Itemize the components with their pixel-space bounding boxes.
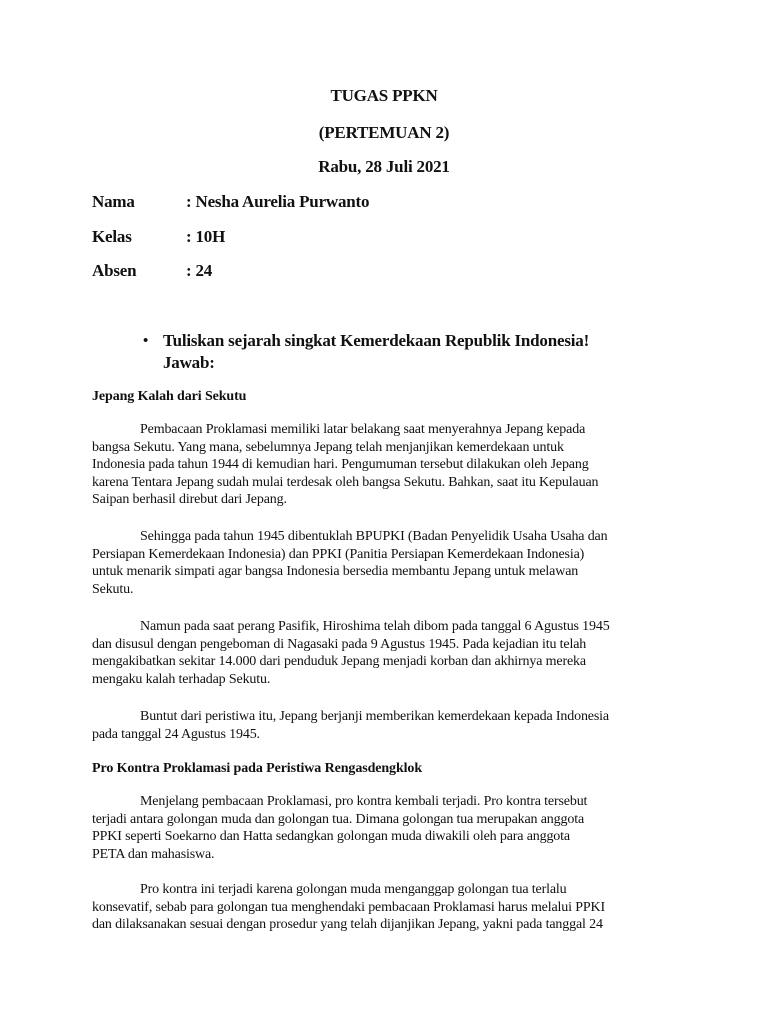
paragraph-line: Menjelang pembacaan Proklamasi, pro kontra kembali terjadi. Pro kontra tersebut [140,794,588,809]
identity-value: : 24 [186,261,213,280]
paragraph-line: Sehingga pada tahun 1945 dibentuklah BPUPKI (Badan Penyelidik Usaha Usaha dan [140,529,608,544]
identity-label: Kelas [92,227,132,246]
paragraph-line: Namun pada saat perang Pasifik, Hiroshima telah dibom pada tanggal 6 Agustus 1945 [140,619,610,634]
paragraph-line: Pembacaan Proklamasi memiliki latar belakang saat menyerahnya Jepang kepada [140,422,586,437]
paragraph-line: dan disusul dengan pengeboman di Nagasaki pada 9 Agustus 1945. Pada kejadian itu telah [92,636,587,652]
paragraph-line: bangsa Sekutu. Yang mana, sebelumnya Jepang telah menjanjikan kemerdekaan untuk [92,439,564,455]
paragraph-line: PPKI seperti Soekarno dan Hatta sedangkan golongan muda diwakili oleh para anggota [92,829,570,844]
identity-value: : 10H [186,227,226,246]
identity-label: Nama [92,192,135,211]
paragraph-line: mengakibatkan sekitar 14.000 dari penduduk Jepang menjadi korban dan akhirnya mereka [92,654,586,669]
question-item [143,330,590,374]
paragraph-line: terjadi antara golongan muda dan golongan tua. Dimana golongan tua merupakan anggota [92,811,585,827]
section-heading: Pro Kontra Proklamasi pada Peristiwa Rengasdengklok [92,761,423,776]
paragraph-line: karena Tentara Jepang sudah mulai terdesak oleh bangsa Sekutu. Bahkan, saat itu Kepulauan [92,474,599,490]
paragraph-line: PETA dan mahasiswa. [92,846,215,862]
paragraph-line: Buntut dari peristiwa itu, Jepang berjanji memberikan kemerdekaan kepada Indonesia [140,709,609,724]
paragraph [92,618,676,688]
answer-label: Jawab: [163,353,215,372]
paragraph [92,421,676,509]
identity-row-name [92,192,369,212]
date-label: Rabu, 28 Juli 2021 [318,157,450,176]
identity-value: : Nesha Aurelia Purwanto [186,192,370,211]
paragraph-line: pada tanggal 24 Agustus 1945. [92,726,260,742]
session-label: (PERTEMUAN 2) [318,123,450,142]
section-heading: Jepang Kalah dari Sekutu [92,389,247,404]
document-title: TUGAS PPKN [330,86,438,105]
identity-row-class [92,227,225,247]
paragraph-line: Indonesia pada tahun 1944 di kemudian hari. Pengumuman tersebut dilakukan oleh Jepang [92,457,589,472]
paragraph [92,793,676,863]
paragraph-line: Saipan berhasil direbut dari Jepang. [92,492,287,507]
paragraph-line: konsevatif, sebab para golongan tua menghendaki pembacaan Proklamasi harus melalui PPKI [92,899,605,915]
paragraph-line: Persiapan Kemerdekaan Indonesia) dan PPKI (Panitia Persiapan Kemerdekaan Indonesia) [92,546,585,562]
paragraph-line: mengaku kalah terhadap Sekutu. [92,671,271,687]
paragraph-line: Pro kontra ini terjadi karena golongan muda menganggap golongan tua terlalu [140,882,567,897]
identity-row-number [92,261,212,281]
paragraph-line: dan dilaksanakan sesuai dengan prosedur yang telah dijanjikan Jepang, yakni pada tanggal 24 [92,917,603,932]
identity-label: Absen [92,261,137,280]
paragraph [92,708,676,743]
paragraph-line: Sekutu. [92,581,134,597]
paragraph [92,528,676,598]
question-text: Tuliskan sejarah singkat Kemerdekaan Republik Indonesia! [163,331,590,350]
paragraph [92,881,676,934]
paragraph-line: untuk menarik simpati agar bangsa Indonesia bersedia membantu Jepang untuk melawan [92,564,579,579]
bullet-icon: • [143,333,149,349]
